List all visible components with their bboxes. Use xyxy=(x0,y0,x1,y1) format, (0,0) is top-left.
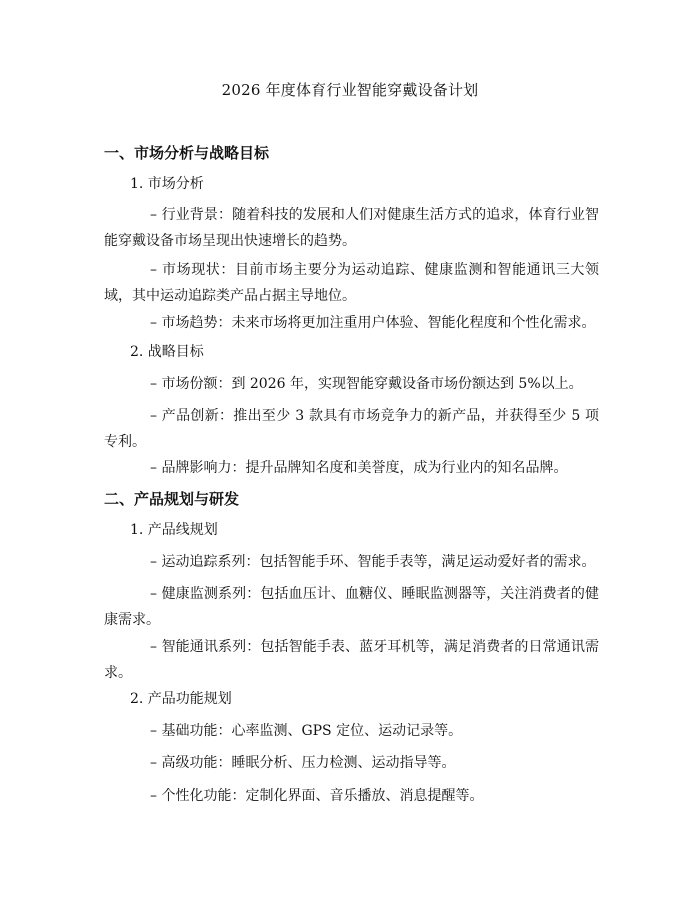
paragraph-market-share: – 市场份额：到 2026 年，实现智能穿戴设备市场份额达到 5%以上。 xyxy=(150,376,583,392)
paragraph-product-innovation: – 产品创新：推出至少 3 款具有市场竞争力的新产品，并获得至少 5 项专利。 xyxy=(104,408,599,450)
paragraph-personalized-features: – 个性化功能：定制化界面、音乐播放、消息提醒等。 xyxy=(150,788,484,804)
section-heading-market-analysis: 一、市场分析与战略目标 xyxy=(104,144,270,162)
subsection-heading-product-line: 1. 产品线规划 xyxy=(130,522,218,538)
paragraph-industry-background: – 行业背景：随着科技的发展和人们对健康生活方式的追求，体育行业智能穿戴设备市场呈现出快速增长的趋势。 xyxy=(104,207,599,249)
paragraph-health-monitoring-series: – 健康监测系列：包括血压计、血糖仪、睡眠监测器等，关注消费者的健康需求。 xyxy=(104,586,599,628)
paragraph-brand-influence: – 品牌影响力：提升品牌知名度和美誉度，成为行业内的知名品牌。 xyxy=(150,460,568,476)
paragraph-sports-tracking-series: – 运动追踪系列：包括智能手环、智能手表等，满足运动爱好者的需求。 xyxy=(150,554,596,570)
paragraph-market-status: – 市场现状：目前市场主要分为运动追踪、健康监测和智能通讯三大领域，其中运动追踪类产品占据主导地位。 xyxy=(104,262,599,304)
document-title: 2026 年度体育行业智能穿戴设备计划 xyxy=(221,81,479,99)
paragraph-basic-features: – 基础功能：心率监测、GPS 定位、运动记录等。 xyxy=(150,723,463,739)
subsection-heading-market-analysis: 1. 市场分析 xyxy=(130,176,204,192)
subsection-heading-product-features: 2. 产品功能规划 xyxy=(130,691,232,707)
paragraph-advanced-features: – 高级功能：睡眠分析、压力检测、运动指导等。 xyxy=(150,755,456,771)
paragraph-smart-communication-series: – 智能通讯系列：包括智能手表、蓝牙耳机等，满足消费者的日常通讯需求。 xyxy=(104,639,599,681)
subsection-heading-strategic-goals: 2. 战略目标 xyxy=(130,344,204,360)
paragraph-market-trend: – 市场趋势：未来市场将更加注重用户体验、智能化程度和个性化需求。 xyxy=(150,315,596,331)
section-heading-product-planning: 二、产品规划与研发 xyxy=(104,490,240,508)
